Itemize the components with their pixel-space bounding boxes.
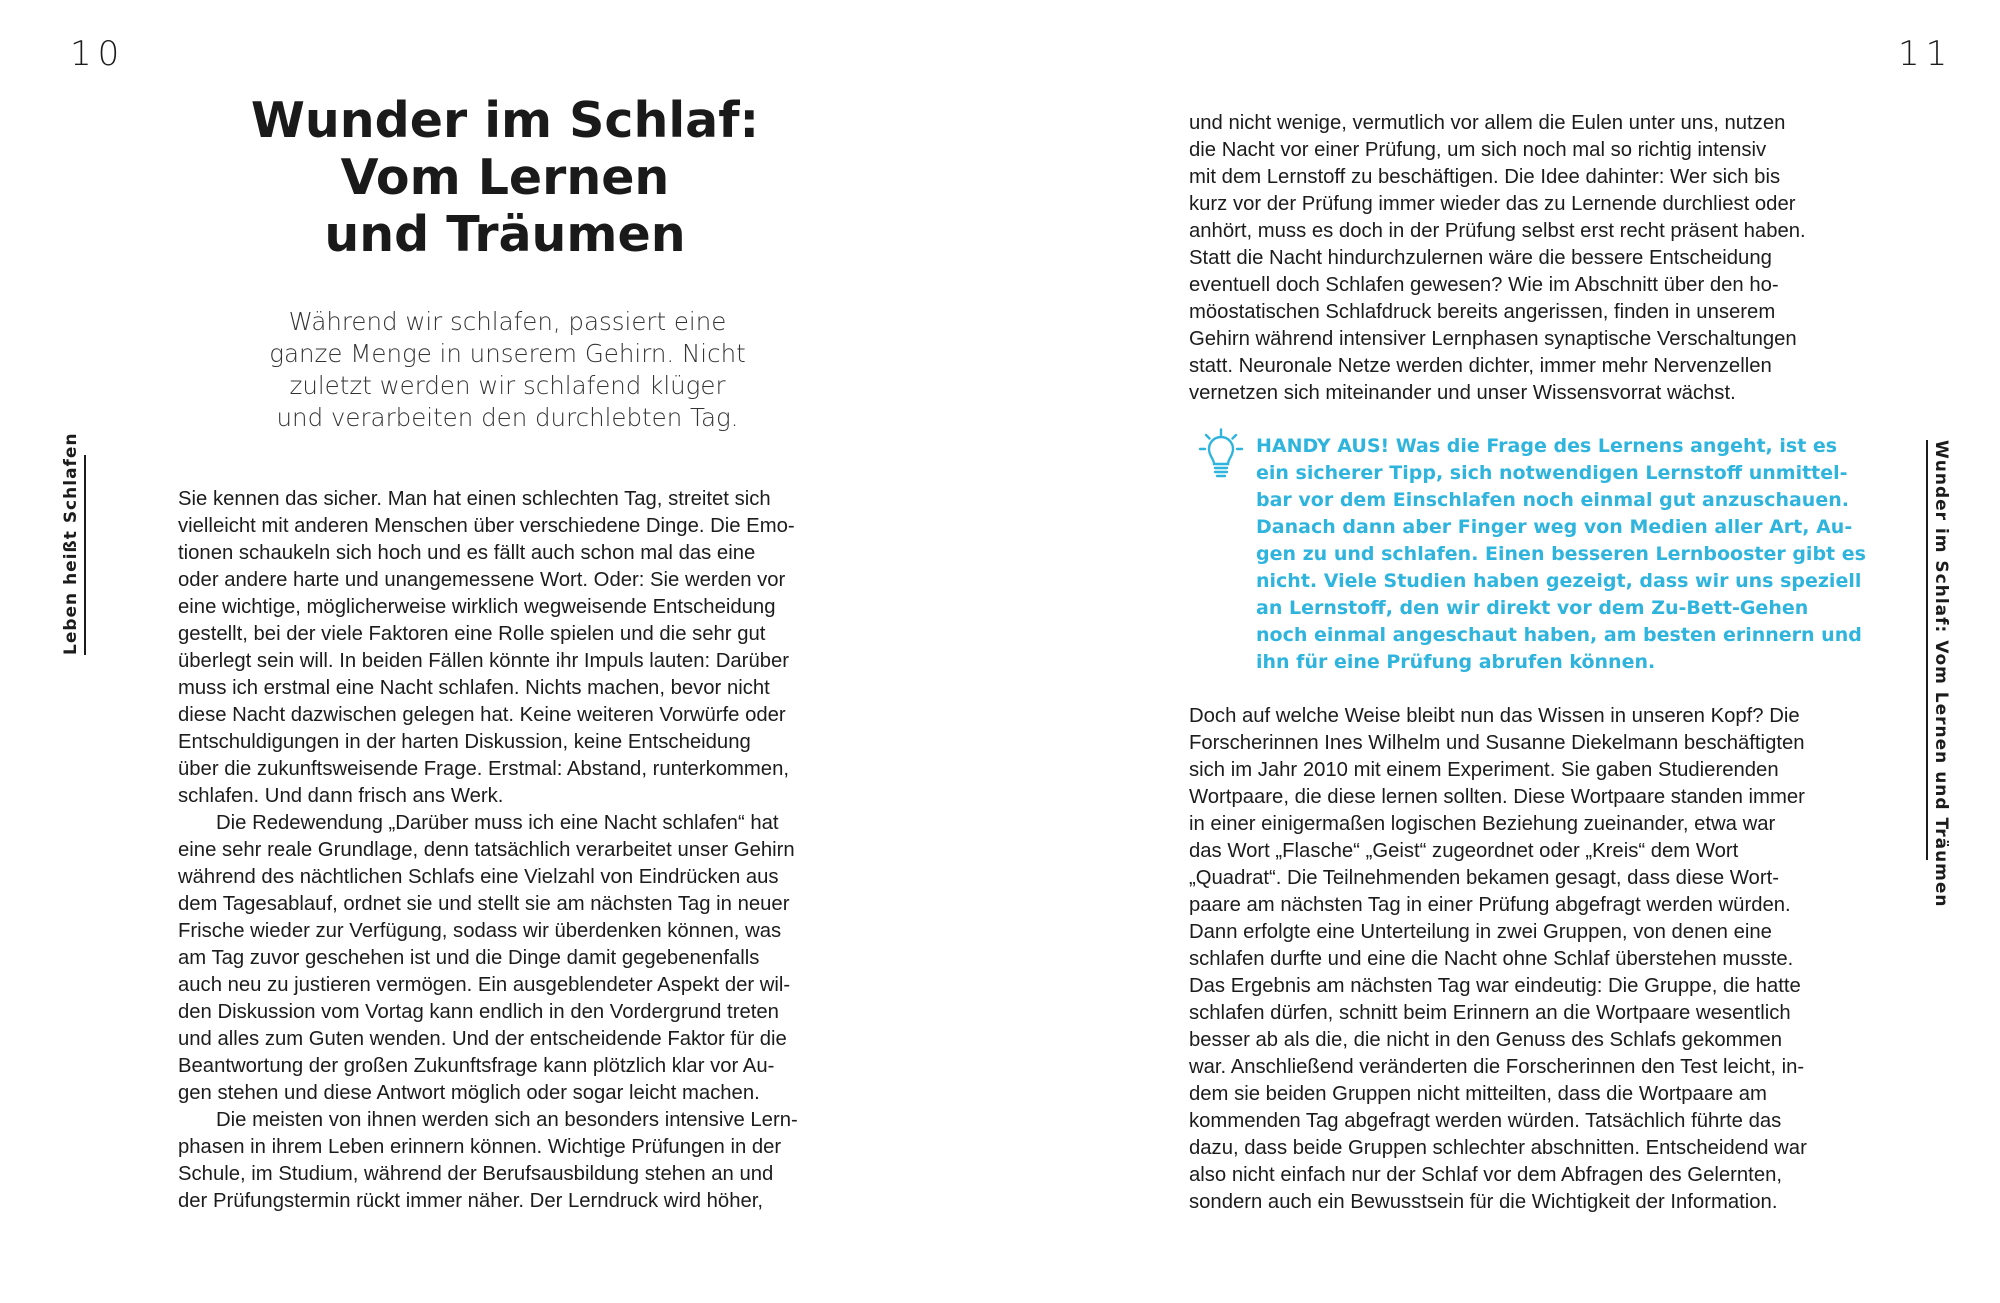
text-line: und alles zum Guten wenden. Und der entscheidende Faktor für die: [178, 1028, 787, 1050]
text-line: schlafen. Und dann frisch ans Werk.: [178, 785, 504, 807]
text-line: den Diskussion vom Vortag kann endlich in den Vordergrund treten: [178, 1001, 779, 1023]
text-line: der Prüfungstermin rückt immer näher. Der Lerndruck wird höher,: [178, 1190, 764, 1212]
tip-line: ihn für eine Prüfung abrufen können.: [1256, 651, 1656, 673]
text-line: dem sie beiden Gruppen nicht mitteilten, dass die Wortpaare am: [1189, 1083, 1767, 1105]
lead-line: Während wir schlafen, passiert eine: [288, 307, 727, 336]
text-line: Die meisten von ihnen werden sich an besonders intensive Lern-: [216, 1109, 798, 1131]
tip-line: noch einmal angeschaut haben, am besten erinnern und: [1256, 624, 1862, 646]
text-line: Forscherinnen Ines Wilhelm und Susanne Diekelmann beschäftigten: [1189, 732, 1805, 754]
text-line: schlafen dürfen, schnitt beim Erinnern an die Wortpaare wesentlich: [1189, 1002, 1791, 1024]
text-line: Dann erfolgte eine Unterteilung in zwei Gruppen, von denen eine: [1189, 921, 1772, 943]
text-line: Gehirn während intensiver Lernphasen synaptische Verschaltungen: [1189, 328, 1797, 350]
text-line: eine wichtige, möglicherweise wirklich wegweisende Entscheidung: [178, 596, 776, 618]
text-line: kurz vor der Prüfung immer wieder das zu Lernende durchliest oder: [1189, 193, 1796, 215]
text-line: Schule, im Studium, während der Berufsausbildung stehen an und: [178, 1163, 774, 1185]
text-line: Statt die Nacht hindurchzulernen wäre die bessere Entscheidung: [1189, 247, 1772, 269]
tip-line: HANDY AUS! Was die Frage des Lernens angeht, ist es: [1256, 435, 1838, 457]
running-head-left: Leben heißt Schlafen: [58, 455, 86, 655]
text-line: das Wort „Flasche“ „Geist“ zugeordnet oder „Kreis“ dem Wort: [1189, 840, 1739, 862]
left-column-text: [178, 486, 798, 1215]
page-number-left: 10: [70, 34, 126, 74]
lightbulb-icon: [1198, 428, 1244, 480]
title-line: Wunder im Schlaf:: [250, 92, 760, 149]
lead-paragraph: [225, 306, 790, 434]
right-column-text-top: [1189, 110, 1806, 407]
text-line: dem Tagesablauf, ordnet sie und stellt sie am nächsten Tag in neuer: [178, 893, 790, 915]
text-line: paare am nächsten Tag in einer Prüfung abgefragt werden würden.: [1189, 894, 1791, 916]
text-line: eventuell doch Schlafen gewesen? Wie im Abschnitt über den ho-: [1189, 274, 1779, 296]
running-head-right: Wunder im Schlaf: Vom Lernen und Träumen: [1926, 440, 1954, 860]
title-line: und Träumen: [324, 206, 686, 263]
text-line: während des nächtlichen Schlafs eine Vielzahl von Eindrücken aus: [178, 866, 779, 888]
text-line: die Nacht vor einer Prüfung, um sich noch mal so richtig intensiv: [1189, 139, 1767, 161]
text-line: Frische wieder zur Verfügung, sodass wir überdenken können, was: [178, 920, 782, 942]
tip-line: nicht. Viele Studien haben gezeigt, dass wir uns speziell: [1256, 570, 1862, 592]
tip-line: ein sicherer Tipp, sich notwendigen Lernstoff unmittel-: [1256, 462, 1848, 484]
text-line: oder andere harte und unangemessene Wort. Oder: Sie werden vor: [178, 569, 786, 591]
text-line: möostatischen Schlafdruck bereits angerissen, finden in unserem: [1189, 301, 1776, 323]
text-line: phasen in ihrem Leben erinnern können. Wichtige Prüfungen in der: [178, 1136, 782, 1158]
text-line: Sie kennen das sicher. Man hat einen schlechten Tag, streitet sich: [178, 488, 771, 510]
tip-line: gen zu und schlafen. Einen besseren Lernbooster gibt es: [1256, 543, 1866, 565]
text-line: diese Nacht dazwischen gelegen hat. Keine weiteren Vorwürfe oder: [178, 704, 786, 726]
text-line: vernetzen sich miteinander und unser Wissensvorrat wächst.: [1189, 382, 1736, 404]
text-line: Das Ergebnis am nächsten Tag war eindeutig: Die Gruppe, die hatte: [1189, 975, 1801, 997]
text-line: und nicht wenige, vermutlich vor allem die Eulen unter uns, nutzen: [1189, 112, 1786, 134]
text-line: Wortpaare, die diese lernen sollten. Diese Wortpaare standen immer: [1189, 786, 1805, 808]
text-line: Beantwortung der großen Zukunftsfrage kann plötzlich klar vor Au-: [178, 1055, 775, 1077]
tip-box: [1256, 433, 1866, 676]
lead-line: und verarbeiten den durchlebten Tag.: [276, 403, 739, 432]
text-line: kommenden Tag abgefragt werden würden. Tatsächlich führte das: [1189, 1110, 1782, 1132]
text-line: Doch auf welche Weise bleibt nun das Wissen in unseren Kopf? Die: [1189, 705, 1800, 727]
text-line: also nicht einfach nur der Schlaf vor dem Abfragen des Gelernten,: [1189, 1164, 1783, 1186]
tip-line: an Lernstoff, den wir direkt vor dem Zu-Bett-Gehen: [1256, 597, 1809, 619]
text-line: gestellt, bei der viele Faktoren eine Rolle spielen und die sehr gut: [178, 623, 766, 645]
text-line: am Tag zuvor geschehen ist und die Dinge damit gegebenenfalls: [178, 947, 760, 969]
text-line: dazu, dass beide Gruppen schlechter abschnitten. Entscheidend war: [1189, 1137, 1807, 1159]
text-line: Entschuldigungen in der harten Diskussion, keine Entscheidung: [178, 731, 751, 753]
text-line: auch neu zu justieren vermögen. Ein ausgeblendeter Aspekt der wil-: [178, 974, 791, 996]
text-line: tionen schaukeln sich hoch und es fällt auch schon mal das eine: [178, 542, 756, 564]
text-line: überlegt sein will. In beiden Fällen könnte ihr Impuls lauten: Darüber: [178, 650, 790, 672]
chapter-title: [220, 92, 790, 263]
text-line: gen stehen und diese Antwort möglich oder sogar leicht machen.: [178, 1082, 760, 1104]
title-line: Vom Lernen: [340, 149, 670, 206]
text-line: schlafen durfte und eine die Nacht ohne Schlaf überstehen musste.: [1189, 948, 1794, 970]
text-line: „Quadrat“. Die Teilnehmenden bekamen gesagt, dass diese Wort-: [1189, 867, 1779, 889]
text-line: sondern auch ein Bewusstsein für die Wichtigkeit der Information.: [1189, 1191, 1778, 1213]
text-line: Die Redewendung „Darüber muss ich eine Nacht schlafen“ hat: [216, 812, 779, 834]
text-line: war. Anschließend veränderten die Forscherinnen den Test leicht, in-: [1189, 1056, 1805, 1078]
text-line: vielleicht mit anderen Menschen über verschiedene Dinge. Die Emo-: [178, 515, 795, 537]
tip-line: Danach dann aber Finger weg von Medien aller Art, Au-: [1256, 516, 1853, 538]
lead-line: ganze Menge in unserem Gehirn. Nicht: [269, 339, 746, 368]
text-line: besser ab als die, die nicht in den Genuss des Schlafs gekommen: [1189, 1029, 1782, 1051]
text-line: sich im Jahr 2010 mit einem Experiment. Sie gaben Studierenden: [1189, 759, 1779, 781]
text-line: muss ich erstmal eine Nacht schlafen. Nichts machen, bevor nicht: [178, 677, 770, 699]
lead-line: zuletzt werden wir schlafend klüger: [289, 371, 726, 400]
right-column-text-bottom: [1189, 703, 1807, 1216]
page-number-right: 11: [1898, 34, 1954, 74]
text-line: anhört, muss es doch in der Prüfung selbst erst recht präsent haben.: [1189, 220, 1806, 242]
text-line: eine sehr reale Grundlage, denn tatsächlich verarbeitet unser Gehirn: [178, 839, 795, 861]
text-line: über die zukunftsweisende Frage. Erstmal: Abstand, runterkommen,: [178, 758, 789, 780]
text-line: statt. Neuronale Netze werden dichter, immer mehr Nervenzellen: [1189, 355, 1772, 377]
text-line: in einer einigermaßen logischen Beziehung zueinander, etwa war: [1189, 813, 1776, 835]
text-line: mit dem Lernstoff zu beschäftigen. Die Idee dahinter: Wer sich bis: [1189, 166, 1781, 188]
tip-line: bar vor dem Einschlafen noch einmal gut anzuschauen.: [1256, 489, 1849, 511]
